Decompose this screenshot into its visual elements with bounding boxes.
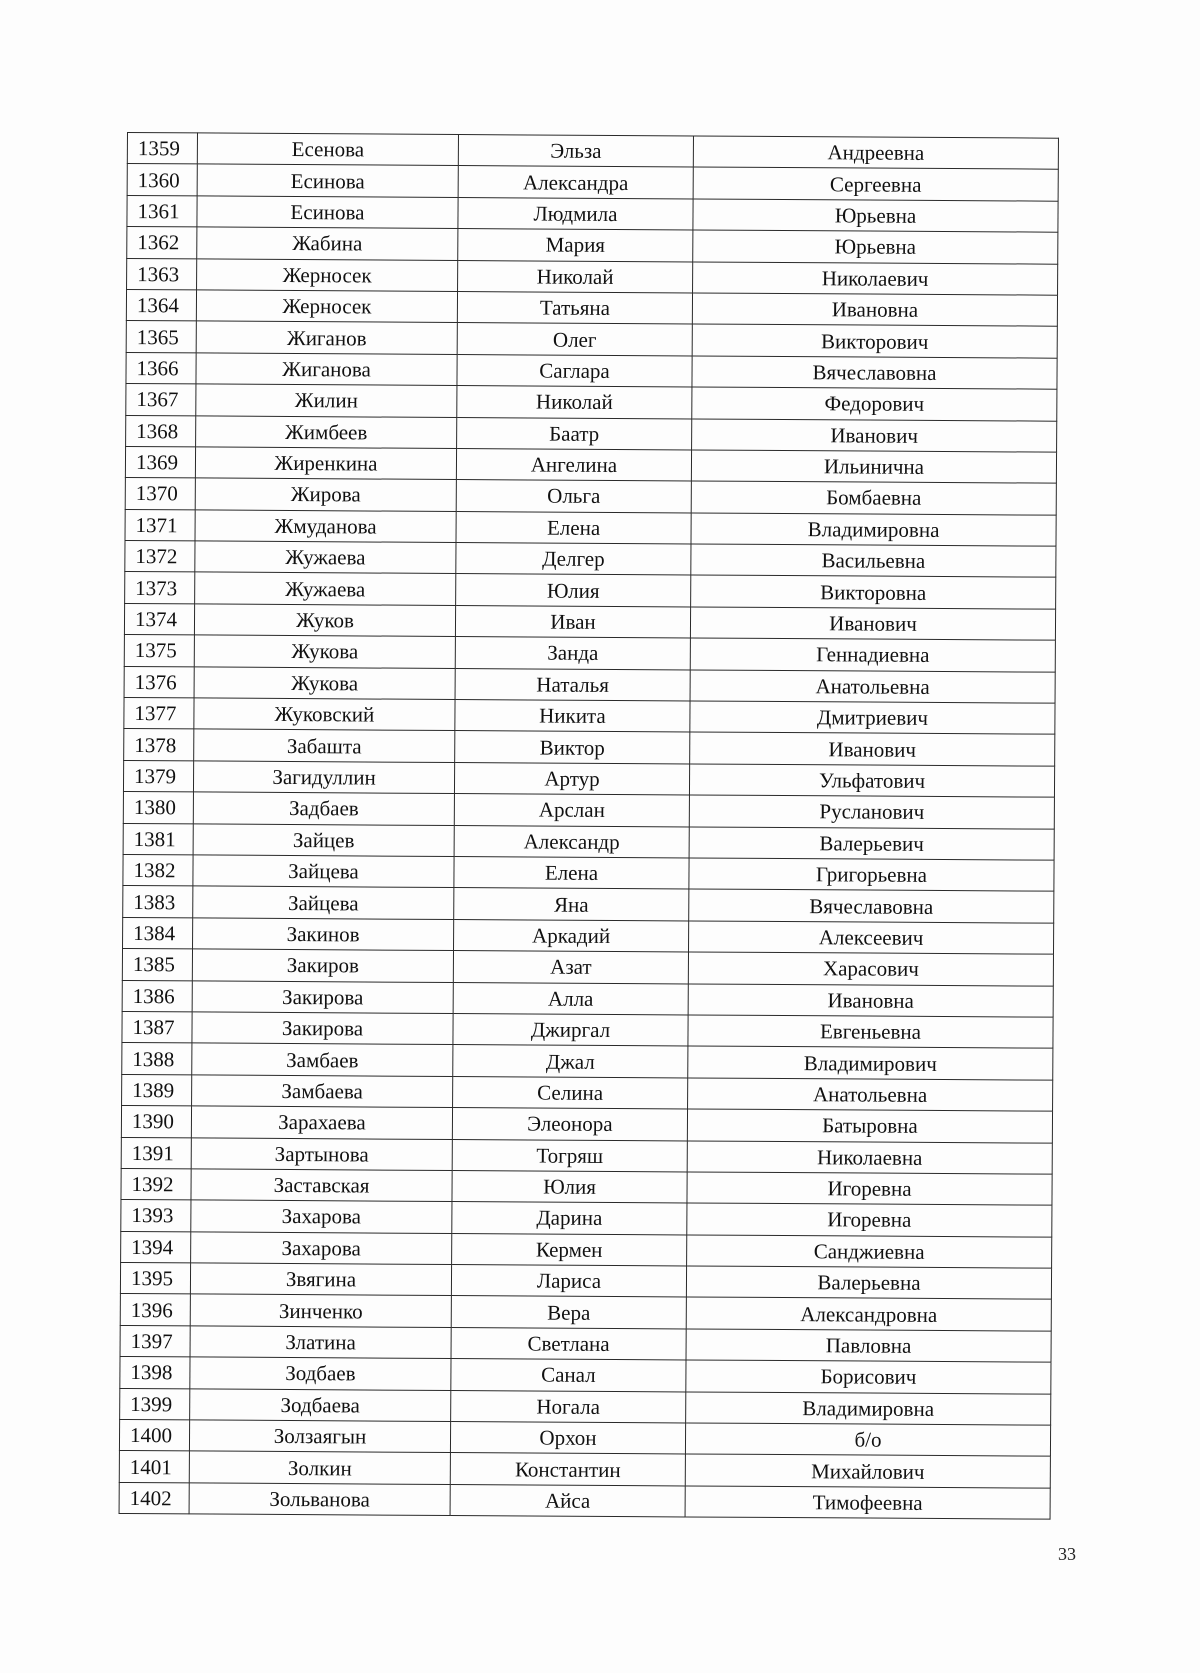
row-number-cell: 1370 (125, 478, 195, 510)
page-number: 33 (1058, 1544, 1076, 1564)
patronymic-cell: Ильинична (691, 450, 1056, 484)
patronymic-cell: Викторовна (691, 575, 1056, 609)
last-name-cell: Закирова (192, 1012, 453, 1045)
patronymic-cell: Андреевна (693, 136, 1058, 170)
row-number-cell: 1398 (120, 1357, 190, 1389)
row-number-cell: 1361 (127, 195, 197, 227)
first-name-cell: Эльза (458, 135, 693, 168)
row-number-cell: 1393 (121, 1200, 191, 1232)
patronymic-cell: Ульфатович (689, 764, 1054, 798)
last-name-cell: Заставская (191, 1169, 452, 1202)
first-name-cell: Иван (455, 605, 690, 638)
last-name-cell: Загидуллин (193, 761, 454, 794)
roster-table (119, 132, 1059, 1520)
row-number-cell: 1383 (123, 886, 193, 918)
last-name-cell: Жуков (194, 604, 455, 637)
first-name-cell: Лариса (451, 1265, 686, 1298)
first-name-cell: Ангелина (456, 448, 691, 481)
patronymic-cell: Васильевна (691, 544, 1056, 578)
patronymic-cell: Владимирович (688, 1046, 1053, 1080)
last-name-cell: Есинова (197, 164, 458, 197)
patronymic-cell: Анатольевна (688, 1078, 1053, 1112)
last-name-cell: Жирова (195, 478, 456, 511)
patronymic-cell: Русланович (689, 795, 1054, 829)
last-name-cell: Захарова (191, 1200, 452, 1233)
row-number-cell: 1391 (121, 1137, 191, 1169)
table-row (119, 1482, 1050, 1519)
row-number-cell: 1359 (127, 133, 197, 165)
row-number-cell: 1389 (122, 1074, 192, 1106)
row-number-cell: 1386 (122, 980, 192, 1012)
first-name-cell: Делгер (456, 543, 691, 576)
first-name-cell: Николай (457, 386, 692, 419)
first-name-cell: Селина (453, 1076, 688, 1109)
last-name-cell: Жерносек (196, 290, 457, 323)
patronymic-cell: Федорович (692, 387, 1057, 421)
first-name-cell: Орхон (450, 1422, 685, 1455)
first-name-cell: Ольга (456, 480, 691, 513)
last-name-cell: Жилин (196, 384, 457, 417)
row-number-cell: 1381 (123, 823, 193, 855)
last-name-cell: Жукова (194, 635, 455, 668)
first-name-cell: Арслан (454, 794, 689, 827)
patronymic-cell: Санджиевна (687, 1235, 1052, 1269)
patronymic-cell: Анатольевна (690, 670, 1055, 704)
first-name-cell: Олег (457, 323, 692, 356)
first-name-cell: Людмила (458, 197, 693, 230)
patronymic-cell: Бомбаевна (691, 481, 1056, 515)
patronymic-cell: Алексеевич (689, 921, 1054, 955)
row-number-cell: 1372 (125, 541, 195, 573)
last-name-cell: Жужаева (195, 572, 456, 605)
row-number-cell: 1388 (122, 1043, 192, 1075)
first-name-cell: Константин (450, 1453, 685, 1486)
last-name-cell: Есинова (197, 196, 458, 229)
first-name-cell: Занда (455, 637, 690, 670)
first-name-cell: Наталья (455, 668, 690, 701)
first-name-cell: Александра (458, 166, 693, 199)
first-name-cell: Аркадий (454, 919, 689, 952)
row-number-cell: 1362 (127, 227, 197, 259)
first-name-cell: Татьяна (457, 291, 692, 324)
first-name-cell: Юлия (456, 574, 691, 607)
row-number-cell: 1400 (119, 1419, 189, 1451)
last-name-cell: Захарова (191, 1232, 452, 1265)
patronymic-cell: Юрьевна (693, 199, 1058, 233)
row-number-cell: 1368 (126, 415, 196, 447)
first-name-cell: Артур (454, 762, 689, 795)
patronymic-cell: Ивановна (692, 293, 1057, 327)
last-name-cell: Замбаев (192, 1043, 453, 1076)
first-name-cell: Джиргал (453, 1013, 688, 1046)
row-number-cell: 1384 (123, 917, 193, 949)
row-number-cell: 1397 (120, 1325, 190, 1357)
last-name-cell: Замбаева (192, 1075, 453, 1108)
first-name-cell: Баатр (457, 417, 692, 450)
first-name-cell: Кермен (452, 1233, 687, 1266)
patronymic-cell: Игоревна (687, 1172, 1052, 1206)
first-name-cell: Элеонора (452, 1108, 687, 1141)
row-number-cell: 1401 (119, 1451, 189, 1483)
row-number-cell: 1382 (123, 854, 193, 886)
row-number-cell: 1379 (123, 760, 193, 792)
last-name-cell: Жиганова (196, 353, 457, 386)
first-name-cell: Светлана (451, 1327, 686, 1360)
patronymic-cell: Евгеньевна (688, 1015, 1053, 1049)
patronymic-cell: Харасович (688, 952, 1053, 986)
first-name-cell: Вера (451, 1296, 686, 1329)
patronymic-cell: Валерьевна (686, 1266, 1051, 1300)
row-number-cell: 1394 (121, 1231, 191, 1263)
last-name-cell: Жмуданова (195, 510, 456, 543)
row-number-cell: 1369 (125, 446, 195, 478)
patronymic-cell: Вячеславовна (692, 356, 1057, 390)
roster-table-body (119, 133, 1058, 1520)
last-name-cell: Жукова (194, 667, 455, 700)
row-number-cell: 1375 (124, 635, 194, 667)
row-number-cell: 1371 (125, 509, 195, 541)
row-number-cell: 1380 (123, 792, 193, 824)
patronymic-cell: Александровна (686, 1297, 1051, 1331)
first-name-cell: Александр (454, 825, 689, 858)
patronymic-cell: Сергеевна (693, 167, 1058, 201)
last-name-cell: Звягина (190, 1263, 451, 1296)
first-name-cell: Елена (456, 511, 691, 544)
last-name-cell: Жимбеев (196, 415, 457, 448)
last-name-cell: Зайцева (193, 855, 454, 888)
patronymic-cell: Батыровна (687, 1109, 1052, 1143)
row-number-cell: 1385 (122, 949, 192, 981)
patronymic-cell: Борисович (686, 1360, 1051, 1394)
patronymic-cell: Ивановна (688, 983, 1053, 1017)
first-name-cell: Джал (453, 1045, 688, 1078)
patronymic-cell: Игоревна (687, 1203, 1052, 1237)
first-name-cell: Юлия (452, 1170, 687, 1203)
first-name-cell: Николай (458, 260, 693, 293)
patronymic-cell: б/о (685, 1423, 1050, 1457)
row-number-cell: 1395 (120, 1263, 190, 1295)
patronymic-cell: Григорьевна (689, 858, 1054, 892)
row-number-cell: 1399 (120, 1388, 190, 1420)
first-name-cell: Азат (453, 951, 688, 984)
last-name-cell: Закиров (192, 949, 453, 982)
last-name-cell: Забашта (194, 729, 455, 762)
first-name-cell: Саглара (457, 354, 692, 387)
last-name-cell: Зинченко (190, 1294, 451, 1327)
last-name-cell: Задбаев (193, 792, 454, 825)
first-name-cell: Санал (451, 1359, 686, 1392)
last-name-cell: Жабина (197, 227, 458, 260)
last-name-cell: Зольванова (189, 1483, 450, 1516)
row-number-cell: 1365 (126, 321, 196, 353)
last-name-cell: Зартынова (191, 1137, 452, 1170)
row-number-cell: 1390 (121, 1106, 191, 1138)
last-name-cell: Зодбаев (190, 1357, 451, 1390)
patronymic-cell: Дмитриевич (690, 701, 1055, 735)
patronymic-cell: Иванович (690, 732, 1055, 766)
patronymic-cell: Владимировна (686, 1392, 1051, 1426)
patronymic-cell: Николаевич (693, 262, 1058, 296)
row-number-cell: 1367 (126, 384, 196, 416)
last-name-cell: Зайцев (193, 824, 454, 857)
last-name-cell: Жуковский (194, 698, 455, 731)
patronymic-cell: Николаевна (687, 1140, 1052, 1174)
row-number-cell: 1376 (124, 666, 194, 698)
first-name-cell: Виктор (455, 731, 690, 764)
patronymic-cell: Юрьевна (693, 230, 1058, 264)
patronymic-cell: Геннадиевна (690, 638, 1055, 672)
row-number-cell: 1387 (122, 1011, 192, 1043)
patronymic-cell: Валерьевич (689, 827, 1054, 861)
patronymic-cell: Викторович (692, 324, 1057, 358)
patronymic-cell: Вячеславовна (689, 889, 1054, 923)
last-name-cell: Золзаягын (189, 1420, 450, 1453)
row-number-cell: 1402 (119, 1482, 189, 1514)
last-name-cell: Золкин (189, 1451, 450, 1484)
first-name-cell: Елена (454, 856, 689, 889)
row-number-cell: 1363 (127, 258, 197, 290)
last-name-cell: Есенова (197, 133, 458, 166)
row-number-cell: 1374 (124, 603, 194, 635)
last-name-cell: Закинов (193, 918, 454, 951)
row-number-cell: 1366 (126, 352, 196, 384)
first-name-cell: Яна (454, 888, 689, 921)
row-number-cell: 1392 (121, 1168, 191, 1200)
last-name-cell: Зарахаева (191, 1106, 452, 1139)
patronymic-cell: Тимофеевна (685, 1486, 1050, 1520)
row-number-cell: 1373 (125, 572, 195, 604)
first-name-cell: Мария (458, 229, 693, 262)
first-name-cell: Тогряш (452, 1139, 687, 1172)
last-name-cell: Закирова (192, 980, 453, 1013)
last-name-cell: Зайцева (193, 886, 454, 919)
last-name-cell: Зодбаева (190, 1389, 451, 1422)
row-number-cell: 1377 (124, 698, 194, 730)
row-number-cell: 1360 (127, 164, 197, 196)
patronymic-cell: Михайлович (685, 1454, 1050, 1488)
last-name-cell: Жиренкина (195, 447, 456, 480)
row-number-cell: 1378 (124, 729, 194, 761)
patronymic-cell: Иванович (690, 607, 1055, 641)
last-name-cell: Жерносек (197, 258, 458, 291)
row-number-cell: 1364 (126, 289, 196, 321)
first-name-cell: Алла (453, 982, 688, 1015)
last-name-cell: Жиганов (196, 321, 457, 354)
last-name-cell: Жужаева (195, 541, 456, 574)
patronymic-cell: Владимировна (691, 513, 1056, 547)
first-name-cell: Ногала (451, 1390, 686, 1423)
first-name-cell: Дарина (452, 1202, 687, 1235)
first-name-cell: Никита (455, 700, 690, 733)
row-number-cell: 1396 (120, 1294, 190, 1326)
patronymic-cell: Иванович (692, 418, 1057, 452)
last-name-cell: Златина (190, 1326, 451, 1359)
first-name-cell: Айса (450, 1484, 685, 1517)
patronymic-cell: Павловна (686, 1329, 1051, 1363)
